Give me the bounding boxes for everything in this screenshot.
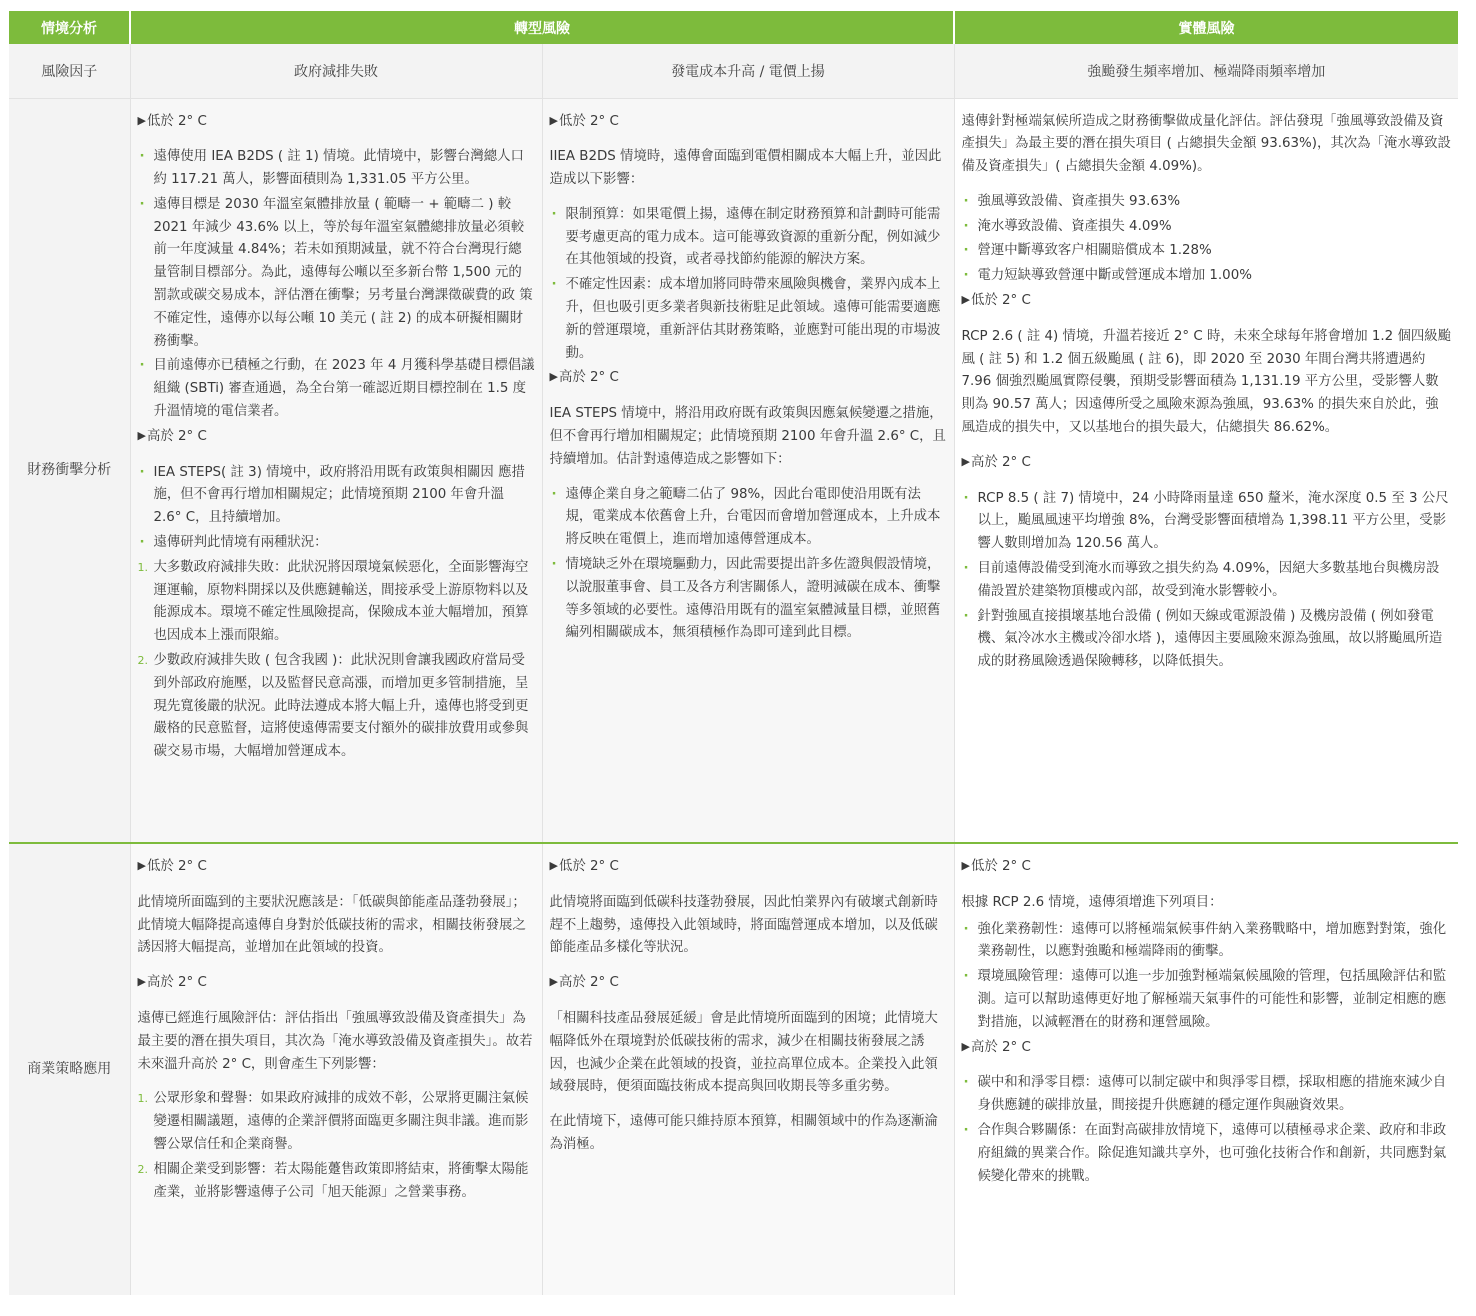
factor-row bbox=[9, 44, 1458, 98]
bullet-item: · 目前遠傳設備受到淹水而導致之損失約為 4.09%，因絕大多數基地台與機房設備設置於建築物頂樓或內部，故受到淹水影響較小。 bbox=[962, 558, 1452, 604]
strategy-row bbox=[9, 843, 1458, 1295]
bullet-item: · 合作與合夥關係：在面對高碳排放情境下，遠傳可以積極尋求企業、政府和非政府組織的異業合作。除促進知識共享外，也可強化技術合作和創新，共同應對氣候變化帶來的挑戰。 bbox=[962, 1120, 1452, 1188]
paragraph: 此情境所面臨到的主要狀況應該是：「低碳與節能產品蓬勃發展」；此情境大幅降提高遠傳自身對於低碳技術的需求，相關技術發展之誘因將大幅提高，並增加在此領域的投資。 bbox=[137, 894, 526, 956]
row-label-strategy: 商業策略應用 bbox=[9, 843, 130, 1295]
paragraph: 遠傳針對極端氣候所造成之財務衝擊做成量化評估。評估發現「強風導致設備及資產損失」為最主要的潛在損失項目 ( 占總損失金額 93.63%)，其次為「淹水導致設備及資產損失」( 占總損失金額 4.09%)。 bbox=[961, 113, 1451, 175]
bullet-item: · IEA STEPS( 註 3) 情境中，政府將沿用既有政策與相關因 應措施，但不會再行增加相關規定；此情境預期 2100 年會升溫 2.6° C，且持續增加。 bbox=[138, 462, 535, 530]
factor-typhoon-rain: 強颱發生頻率增加、極端降雨頻率增加 bbox=[954, 44, 1458, 98]
factor-government: 政府減排失敗 bbox=[130, 44, 542, 98]
bullet-item: · 環境風險管理：遠傳可以進一步加強對極端氣候風險的管理，包括風險評估和監測。這可以幫助遠傳更好地了解極端天氣事件的可能性和影響，並制定相應的應對措施，以減輕潛在的財務和運營風險。 bbox=[962, 966, 1452, 1034]
bullet-item: · 營運中斷導致客户相關賠償成本 1.28% bbox=[962, 240, 1452, 263]
bullet-item: · 遠傳企業自身之範疇二佔了 98%，因此台電即使沿用既有法規，電業成本依舊會上升，台電因而會增加營運成本，上升成本將反映在電價上，進而增加遠傳營運成本。 bbox=[550, 484, 947, 552]
fin-cell-typhoon-rain bbox=[954, 98, 1458, 843]
numbered-item: 1. 大多數政府減排失敗：此狀況將因環境氣候惡化，全面影響海空運運輸，原物料開採以及供應鏈輸送，間接承受上游原物料以及能源成本。環境不確定性風險提高，保險成本並大幅增加，預算也因成本上漲而限縮。 bbox=[137, 559, 529, 644]
numbered-item: 2. 少數政府減排失敗 ( 包含我國 )：此狀況則會讓我國政府當局受到外部政府施壓，以及監督民意高漲，而增加更多管制措施，呈現先寬後嚴的狀況。此時法遵成本將大幅上升，遠傳也將受到更嚴格的民意監督，這將使遠傳需要支付額外的碳排放費用或參與碳交易市場，大幅增加營運成本。 bbox=[137, 653, 529, 760]
paragraph: 根據 RCP 2.6 情境，遠傳須增進下列項目： bbox=[961, 894, 1223, 910]
scenario-low: ▶ 低於 2° C bbox=[962, 290, 1452, 313]
strat-cell-electricity bbox=[542, 843, 954, 1295]
scenario-low: ▶ 低於 2° C bbox=[138, 856, 535, 879]
scenario-low: ▶ 低於 2° C bbox=[550, 856, 947, 879]
strat-cell-typhoon-rain bbox=[954, 843, 1458, 1295]
bullet-item: · 遠傳目標是 2030 年溫室氣體排放量 ( 範疇一 + 範疇二 ) 較 2021 年減少 43.6% 以上，等於每年溫室氣體總排放量必須較前一年度減量 4.84%；若未如預期減量，就不符合台灣現行總量管制目標部分。為此，遠傳每公噸以至多新台幣 1,500 元的罰款或碳交易成本，評估潛在衝擊；另考量台灣課徵碳費的政 策不確定性，遠傳亦以每公噸 10 美元 ( 註 2) 的成本研擬相關財務衝擊。 bbox=[138, 194, 535, 354]
factor-label: 風險因子 bbox=[9, 44, 130, 98]
scenario-low: ▶ 低於 2° C bbox=[138, 111, 535, 134]
header-transition-risk: 轉型風險 bbox=[130, 11, 954, 44]
paragraph: RCP 2.6 ( 註 4) 情境，升溫若接近 2° C 時，未來全球每年將會增加 1.2 個四級颱風 ( 註 5) 和 1.2 個五級颱風 ( 註 6)，即 2020 至 2030 年間台灣共將遭遇約 7.96 個強烈颱風實際侵襲，預期受影響面積為 1,131.19 平方公里，受影響人數則為 90.57 萬人；因遠傳所受之風險來源為強風，93.63% 的損失來自於此，強風造成的損失中，又以基地台的損失最大，佔總損失 86.62%。 bbox=[961, 328, 1452, 436]
header-physical-risk: 實體風險 bbox=[954, 11, 1458, 44]
climate-risk-table bbox=[9, 11, 1458, 1295]
header-row bbox=[9, 11, 1458, 44]
bullet-item: · 遠傳使用 IEA B2DS ( 註 1) 情境。此情境中，影響台灣總人口約 117.21 萬人，影響面積則為 1,331.05 平方公里。 bbox=[138, 146, 535, 192]
scenario-high: ▶ 高於 2° C bbox=[550, 367, 947, 390]
climate-risk-table-wrapper bbox=[9, 11, 1458, 1295]
scenario-high: ▶ 高於 2° C bbox=[962, 1037, 1452, 1060]
bullet-item: · 強風導致設備、資產損失 93.63% bbox=[962, 191, 1452, 214]
strat-cell-government bbox=[130, 843, 542, 1295]
scenario-low: ▶ 低於 2° C bbox=[550, 111, 947, 134]
scenario-low: ▶ 低於 2° C bbox=[962, 856, 1452, 879]
numbered-item: 1. 公眾形象和聲譽：如果政府減排的成效不彰，公眾將更關注氣候變遷相關議題，遠傳的企業評價將面臨更多關注與非議。進而影響公眾信任和企業商譽。 bbox=[137, 1091, 529, 1152]
bullet-item: · 情境缺乏外在環境驅動力，因此需要提出許多佐證與假設情境，以說服董事會、員工及各方利害關係人，證明減碳在成本、衝擊等多領域的必要性。遠傳沿用既有的溫室氣體減量目標，並照舊編列相關碳成本，無須積極作為即可達到此目標。 bbox=[550, 554, 947, 645]
factor-electricity: 發電成本升高 / 電價上揚 bbox=[542, 44, 954, 98]
bullet-item: · 目前遠傳亦已積極之行動，在 2023 年 4 月獲科學基礎目標倡議組織 (SBTi) 審查通過，為全台第一確認近期目標控制在 1.5 度升溫情境的電信業者。 bbox=[138, 355, 535, 423]
financial-impact-row bbox=[9, 98, 1458, 843]
row-label-financial: 財務衝擊分析 bbox=[9, 98, 130, 843]
bullet-item: · 遠傳研判此情境有兩種狀況： bbox=[138, 532, 535, 555]
bullet-item: · 不確定性因素：成本增加將同時帶來風險與機會，業界內成本上升，但也吸引更多業者與新技術駐足此領域。遠傳可能需要適應新的營運環境，重新評估其財務策略，並應對可能出現的市場波動。 bbox=[550, 274, 947, 365]
scenario-high: ▶ 高於 2° C bbox=[550, 972, 947, 995]
bullet-item: · 電力短缺導致營運中斷或營運成本增加 1.00% bbox=[962, 265, 1452, 288]
paragraph: 此情境將面臨到低碳科技蓬勃發展，因此怕業界內有破壞式創新時趕不上趨勢，遠傳投入此領域時，將面臨營運成本增加，以及低碳節能產品多樣化等狀況。 bbox=[549, 894, 938, 956]
bullet-item: · RCP 8.5 ( 註 7) 情境中，24 小時降雨量達 650 釐米，淹水深度 0.5 至 3 公尺以上，颱風風速平均增強 8%，台灣受影響面積增為 1,398.11 平方公里，受影響人數則增加為 120.56 萬人。 bbox=[962, 488, 1452, 556]
scenario-high: ▶ 高於 2° C bbox=[962, 452, 1452, 475]
header-scenario: 情境分析 bbox=[9, 11, 130, 44]
bullet-item: · 針對強風直接損壞基地台設備 ( 例如天線或電源設備 ) 及機房設備 ( 例如發電機、氣冷冰水主機或冷卻水塔 )，遠傳因主要風險來源為強風，故以將颱風所造成的財務風險透過保險轉移，以降低損失。 bbox=[962, 606, 1452, 674]
bullet-item: · 淹水導致設備、資產損失 4.09% bbox=[962, 216, 1452, 239]
paragraph: IEA STEPS 情境中，將沿用政府既有政策與因應氣候變遷之措施，但不會再行增加相關規定；此情境預期 2100 年會升溫 2.6° C，且持續增加。估計對遠傳造成之影響如下： bbox=[549, 406, 946, 467]
fin-cell-electricity bbox=[542, 98, 954, 843]
bullet-item: · 碳中和和淨零目標：遠傳可以制定碳中和與淨零目標，採取相應的措施來減少自身供應鏈的碳排放量，間接提升供應鏈的穩定運作與融資效果。 bbox=[962, 1072, 1452, 1118]
numbered-item: 2. 相關企業受到影響：若太陽能躉售政策即將結束，將衝擊太陽能產業，並將影響遠傳子公司「旭天能源」之營業事務。 bbox=[137, 1161, 529, 1200]
paragraph: 在此情境下，遠傳可能只維持原本預算，相關領域中的作為逐漸淪為消極。 bbox=[549, 1114, 938, 1152]
bullet-item: · 限制預算：如果電價上揚，遠傳在制定財務預算和計劃時可能需要考慮更高的電力成本。這可能導致資源的重新分配，例如減少在其他領域的投資，或者尋找節約能源的解決方案。 bbox=[550, 204, 947, 272]
paragraph: 遠傳已經進行風險評估：評估指出「強風導致設備及資產損失」為最主要的潛在損失項目，其次為「淹水導致設備及資產損失」。故若未來溫升高於 2° C，則會產生下列影響： bbox=[137, 1010, 533, 1072]
bullet-item: · 強化業務韌性：遠傳可以將極端氣候事件納入業務戰略中，增加應對對策，強化業務韌性，以應對強颱和極端降雨的衝擊。 bbox=[962, 919, 1452, 965]
paragraph: 「相關科技產品發展延緩」會是此情境所面臨到的困境；此情境大幅降低外在環境對於低碳技術的需求，減少在相關技術發展之誘因，也減少企業在此領域的投資，並拉高單位成本。企業投入此領域發展時，便須面臨技術成本提高與回收期長等多重劣勢。 bbox=[549, 1010, 938, 1095]
paragraph: IIEA B2DS 情境時，遠傳會面臨到電價相關成本大幅上升，並因此造成以下影響： bbox=[549, 149, 942, 188]
scenario-high: ▶ 高於 2° C bbox=[138, 972, 535, 995]
fin-cell-government bbox=[130, 98, 542, 843]
scenario-high: ▶ 高於 2° C bbox=[138, 426, 535, 449]
